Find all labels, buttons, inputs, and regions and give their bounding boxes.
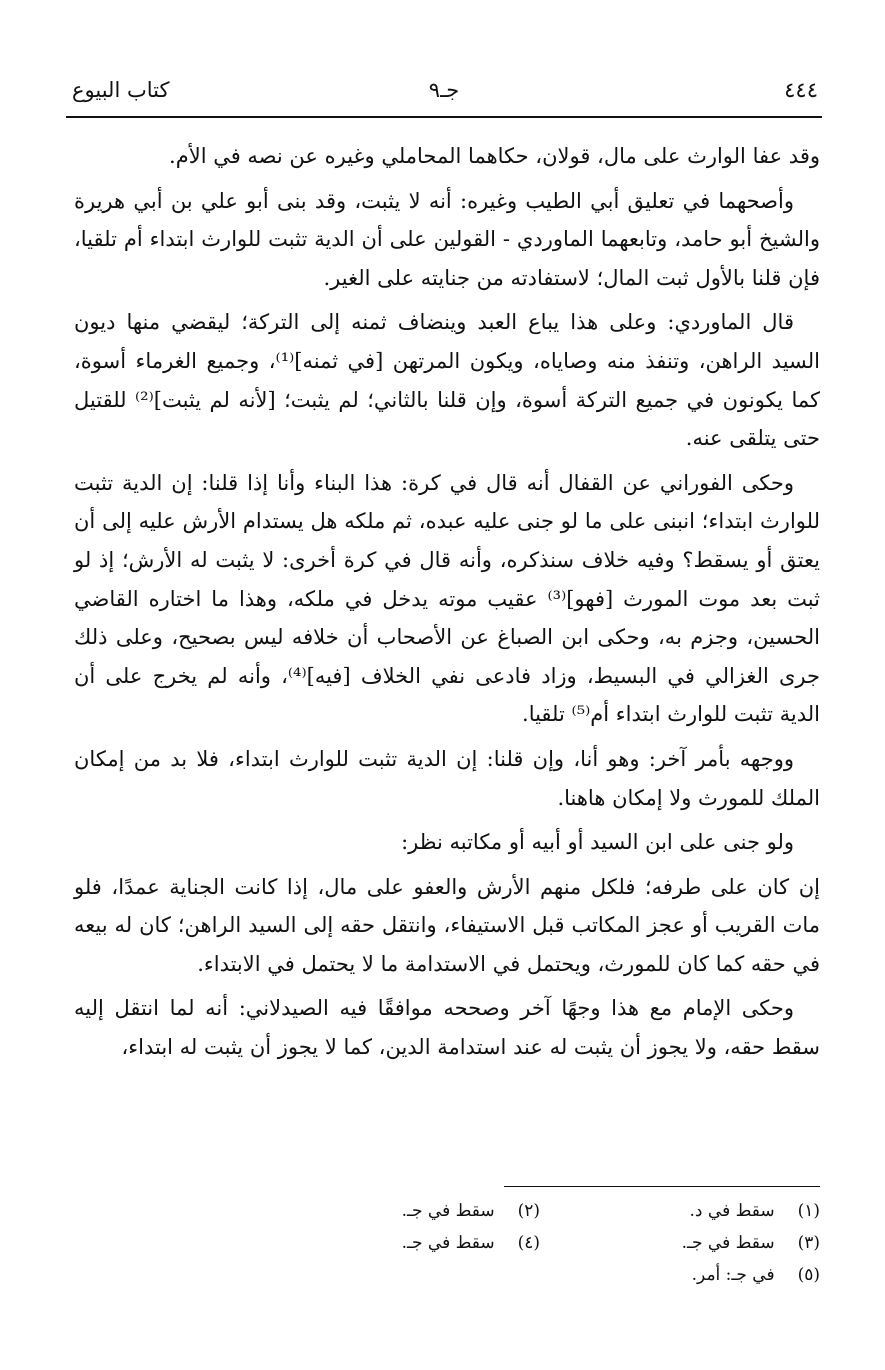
paragraph: وحكى الفوراني عن القفال أنه قال في كرة: هذا البناء وأنا إذا قلنا: إن الدية تثبت للوارث ابتداء؛ انبنى على ما لو جنى عليه عبده، ثم ملكه هل يستدام الأرش عليه إلى أن يعتق أو يسقط؟ وفيه خلاف سنذكره، وأنه قال في كرة أخرى: لا يثبت له الأرش؛ إذ لو ثبت بعد موت المورث [فهو]⁽³⁾ عقيب موته يدخل في ملكه، وهذا ما اختاره القاضي الحسين، وجزم به، وحكى ابن الصباغ عن الأصحاب أن خلافه ليس بصحيح، وعلى ذلك جرى الغزالي في البسيط، وزاد فادعى نفي الخلاف [فيه]⁽⁴⁾، وأنه لم يخرج على أن الدية تثبت للوارث ابتداء أم⁽⁵⁾ تلقيا. (74, 470, 820, 727)
paragraph: قال الماوردي: وعلى هذا يباع العبد وينضاف ثمنه إلى التركة؛ ليقضي منها ديون السيد الراهن، وتنفذ منه وصاياه، ويكون المرتهن [في ثمنه]⁽¹⁾، وجميع الغرماء أسوة، كما يكونون في جميع التركة أسوة، وإن قلنا بالثاني؛ لم يثبت؛ [لأنه لم يثبت]⁽²⁾ للقتيل حتى يتلقى عنه. (74, 310, 820, 451)
footnote (682, 1233, 820, 1253)
footnote-number: (٣) (797, 1233, 820, 1253)
volume-number: جـ٩ (428, 78, 460, 102)
footnote (402, 1233, 540, 1253)
footnote-divider (504, 1186, 820, 1187)
footnote-number: (٥) (797, 1265, 820, 1285)
footnote-number: (١) (797, 1201, 820, 1221)
footnote-number: (٤) (517, 1233, 540, 1253)
footnote (690, 1201, 820, 1221)
running-header (66, 74, 822, 114)
paragraph: وقد عفا الوارث على مال، قولان، حكاهما المحاملي وغيره عن نصه في الأم. (169, 144, 820, 168)
main-text (74, 137, 820, 1073)
paragraph: وأصحهما في تعليق أبي الطيب وغيره: أنه لا يثبت، وقد بنى أبو علي بن أبي هريرة والشيخ أبو حامد، وتابعهما الماوردي - القولين على أن الدية تثبت للوارث ابتداء أم تلقيا، فإن قلنا بالأول ثبت المال؛ لاستفادته من جنايته على الغير. (74, 188, 820, 290)
footnote (692, 1265, 820, 1285)
footnote-text: سقط في د. (689, 1201, 775, 1221)
footnote-number: (٢) (517, 1201, 540, 1221)
paragraph: ووجهه بأمر آخر: وهو أنا، وإن قلنا: إن الدية تثبت للوارث ابتداء، فلا بد من إمكان الملك للمورث ولا إمكان هاهنا. (74, 746, 820, 810)
paragraph: وحكى الإمام مع هذا وجهًا آخر وصححه موافقًا فيه الصيدلاني: أنه لما انتقل إليه سقط حقه، ولا يجوز أن يثبت له عند استدامة الدين، كما لا يجوز أن يثبت له ابتداء، (74, 996, 820, 1060)
footnote-text: سقط في جـ. (401, 1233, 495, 1253)
page-number: ٤٤٤ (784, 78, 818, 102)
footnote-text: سقط في جـ. (401, 1201, 495, 1221)
footnote (402, 1201, 540, 1221)
footnote-text: في جـ: أمر. (691, 1265, 775, 1285)
paragraph: ولو جنى على ابن السيد أو أبيه أو مكاتبه نظر: (401, 830, 794, 855)
footnote-text: سقط في جـ. (681, 1233, 775, 1253)
header-divider (66, 116, 822, 118)
book-title: كتاب البيوع (72, 78, 170, 102)
paragraph: إن كان على طرفه؛ فلكل منهم الأرش والعفو على مال، إذا كانت الجناية عمدًا، فلو مات القريب أو عجز المكاتب قبل الاستيفاء، وانتقل حقه إلى السيد الراهن؛ كان له بيعه في حقه كما كان للمورث، ويحتمل في الاستدامة ما لا يحتمل في الابتداء. (74, 874, 820, 976)
